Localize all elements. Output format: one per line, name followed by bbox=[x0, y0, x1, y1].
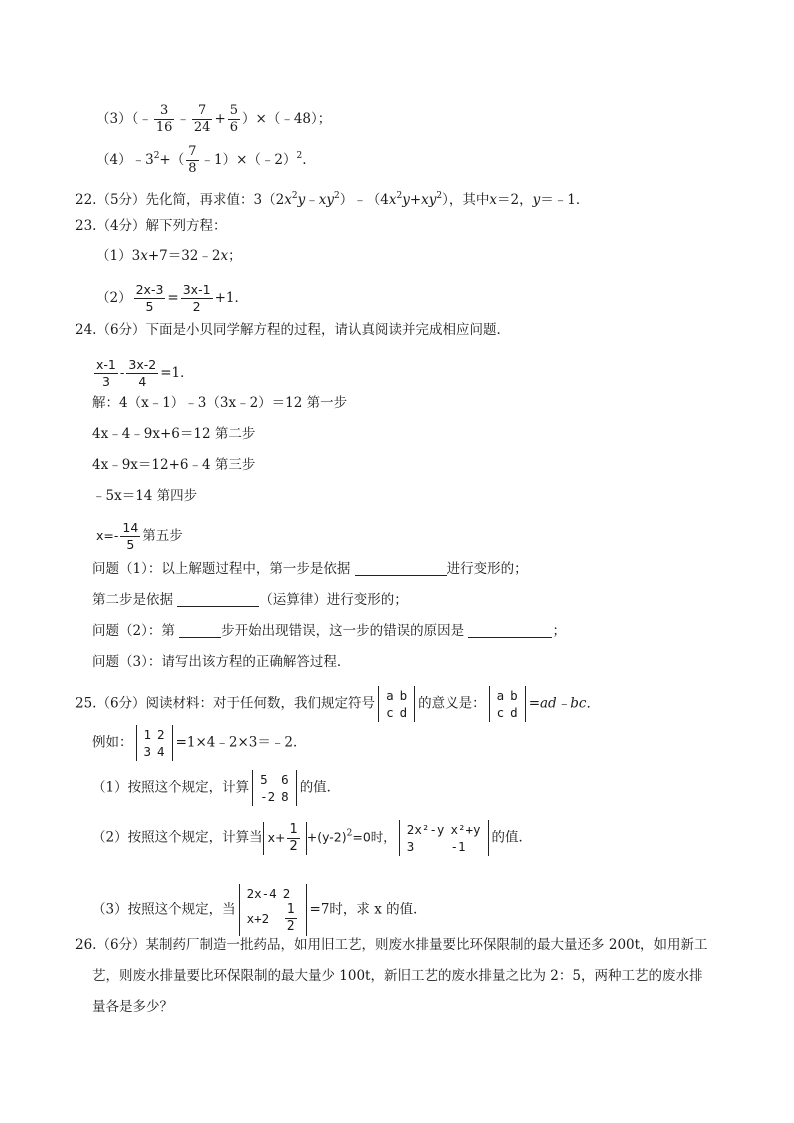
cell: 2 bbox=[157, 727, 165, 742]
numerator: 3x-2 bbox=[128, 357, 157, 372]
q26-line1: 26.（6分）某制药厂制造一批药品，如用旧工艺，则废水排量要比环保限制的最大量还多 200t，如用新工 bbox=[75, 937, 708, 953]
operator: + bbox=[409, 192, 422, 208]
operator: - bbox=[119, 365, 125, 380]
q21-p4-tail: ﹣1）×（﹣2） bbox=[200, 152, 297, 168]
q25-definition: =ad﹣bc． bbox=[528, 695, 600, 712]
cell: d bbox=[510, 705, 518, 720]
exponent: 2 bbox=[291, 191, 298, 201]
var-x: x bbox=[220, 248, 229, 264]
exponent: 2 bbox=[436, 191, 443, 201]
fraction bbox=[228, 103, 240, 136]
q22-mid: ）﹣（4 bbox=[339, 192, 389, 208]
fraction bbox=[120, 520, 140, 553]
q23-p2-label: （2） bbox=[96, 290, 132, 306]
q25-p1-post: 的值． bbox=[299, 779, 341, 796]
q24-qc-post: ； bbox=[552, 623, 566, 639]
q23-p1-mid: +7＝32﹣2 bbox=[147, 248, 221, 264]
q24-equation bbox=[92, 357, 194, 390]
cell: 3 bbox=[406, 839, 415, 854]
q22-line bbox=[75, 186, 589, 210]
cell: x+2 bbox=[246, 911, 270, 926]
denominator: 2 bbox=[286, 919, 295, 934]
cell: c bbox=[386, 705, 394, 720]
q24-step5 bbox=[96, 520, 183, 553]
var-y: y bbox=[402, 192, 410, 208]
numerator: 3x-1 bbox=[182, 282, 211, 297]
q25-p3-pre: （3）按照这个规定，当 bbox=[92, 901, 236, 918]
q25-ex-pre: 例如： bbox=[92, 734, 133, 751]
exponent: 2 bbox=[346, 828, 353, 839]
q25-p1-pre: （1）按照这个规定，计算 bbox=[92, 779, 250, 796]
var-x: x bbox=[489, 192, 497, 208]
q24-step3: 4x﹣9x＝12+6﹣4 第三步 bbox=[92, 457, 256, 473]
cell: 6 bbox=[281, 772, 289, 787]
q21-p3-label: （3）（﹣ bbox=[96, 111, 152, 127]
fraction bbox=[181, 282, 213, 315]
q24-qb-pre: 第二步是依据 bbox=[92, 592, 173, 608]
cell: 3 bbox=[143, 744, 152, 759]
denominator: 2 bbox=[289, 838, 298, 854]
numerator: x-1 bbox=[96, 357, 116, 372]
operator: ﹣ bbox=[176, 111, 190, 127]
fraction bbox=[94, 357, 118, 390]
cell: c bbox=[496, 705, 505, 720]
numerator: 7 bbox=[192, 103, 213, 120]
var-y: y bbox=[297, 192, 306, 208]
q24-step2: 4x﹣4﹣9x+6＝12 第二步 bbox=[92, 426, 256, 442]
answer-blank[interactable] bbox=[355, 561, 447, 576]
cell: 2x²-y bbox=[406, 822, 445, 837]
q23-part2 bbox=[96, 282, 248, 315]
q25-ex-tail: =1×4﹣2×3＝﹣2． bbox=[175, 734, 307, 751]
answer-blank[interactable] bbox=[179, 623, 221, 638]
var-x: x bbox=[388, 192, 397, 208]
determinant bbox=[489, 686, 526, 722]
q23-p1-tail: ； bbox=[228, 248, 242, 264]
fraction bbox=[134, 282, 166, 315]
q22-cond2: ＝﹣1． bbox=[540, 192, 590, 208]
q22-head: 22.（5分）先化简，再求值：3（2 bbox=[75, 192, 285, 208]
q22-cond1: ＝2， bbox=[497, 192, 533, 208]
absolute-value bbox=[263, 822, 307, 855]
q24-head: 24.（6分）下面是小贝同学解方程的过程，请认真阅读并完成相应问题． bbox=[75, 322, 511, 338]
operator: + bbox=[214, 111, 226, 127]
denominator: 2 bbox=[192, 299, 201, 314]
cell: -2 bbox=[260, 789, 276, 804]
var-x: x bbox=[140, 248, 148, 264]
numerator: 2x-3 bbox=[135, 282, 164, 297]
q25-part2 bbox=[92, 820, 532, 856]
determinant bbox=[239, 884, 307, 936]
numerator: 14 bbox=[122, 520, 139, 535]
abs-lead: x+ bbox=[267, 829, 286, 845]
fraction bbox=[287, 822, 299, 855]
q25-p3-post: =7时，求 x 的值． bbox=[309, 901, 427, 918]
numerator: 3 bbox=[154, 103, 175, 120]
q25-p2-pre: （2）按照这个规定，计算当 bbox=[92, 829, 263, 846]
var-x: x bbox=[284, 192, 292, 208]
q21-part3 bbox=[96, 103, 331, 136]
q24-question3: 问题（3）：请写出该方程的正确解答过程． bbox=[92, 654, 351, 670]
cell: a bbox=[386, 688, 394, 703]
q25-p2-post: 的值． bbox=[491, 829, 533, 846]
determinant bbox=[378, 686, 415, 722]
var-xy: xy bbox=[318, 192, 334, 208]
fraction bbox=[154, 103, 175, 136]
q24-qc-mid: 步开始出现错误，这一步的错误的原因是 bbox=[221, 623, 465, 639]
denominator: 8 bbox=[188, 161, 197, 176]
denominator: 6 bbox=[229, 120, 239, 135]
q24-question1 bbox=[92, 559, 528, 579]
determinant bbox=[136, 725, 173, 761]
q24-qa-pre: 问题（1）：以上解题过程中，第一步是依据 bbox=[92, 561, 351, 577]
q21-p3-tail: ）×（﹣48）； bbox=[242, 111, 332, 127]
exponent: 2 bbox=[296, 151, 303, 161]
answer-blank[interactable] bbox=[468, 623, 552, 638]
var-xy: xy bbox=[421, 192, 437, 208]
fraction bbox=[126, 357, 158, 390]
cell: 8 bbox=[281, 789, 289, 804]
q25-mid: 的意义是： bbox=[418, 695, 486, 712]
q25-part1 bbox=[92, 770, 340, 806]
cell: x²+y bbox=[450, 822, 481, 837]
cell: d bbox=[399, 705, 408, 720]
cell: 1 bbox=[143, 727, 152, 742]
q26-line2: 艺，则废水排量要比环保限制的最大量少 100t，新旧工艺的废水排量之比为 2：5，两种工艺的废水排 bbox=[92, 968, 703, 984]
q23-part1 bbox=[96, 246, 242, 266]
determinant bbox=[252, 770, 297, 806]
fraction bbox=[285, 902, 297, 935]
q24-qa-post: 进行变形的； bbox=[446, 561, 528, 577]
q24-qc-pre: 问题（2）：第 bbox=[92, 623, 175, 639]
denominator: 24 bbox=[193, 120, 211, 135]
cell bbox=[280, 902, 302, 935]
numerator: 5 bbox=[229, 103, 239, 118]
denominator: 5 bbox=[126, 537, 135, 552]
q21-p4-end: . bbox=[302, 152, 307, 168]
q25-part3 bbox=[92, 884, 427, 936]
q24-eq-tail: =1． bbox=[160, 365, 194, 381]
fraction bbox=[192, 103, 213, 136]
q24-s5-lead: x=- bbox=[96, 528, 119, 543]
q25-head bbox=[75, 686, 600, 722]
q21-p4-mid: +（ bbox=[159, 152, 185, 168]
q25-example bbox=[92, 725, 306, 761]
q24-question2 bbox=[92, 621, 566, 641]
operator: ﹣ bbox=[305, 192, 319, 208]
var-y: y bbox=[532, 192, 541, 208]
q21-p4-label: （4）﹣3 bbox=[96, 152, 154, 168]
equals: = bbox=[167, 290, 179, 306]
numerator: 1 bbox=[286, 902, 295, 917]
cell: b bbox=[510, 688, 518, 703]
q24-step1: 解：4（x﹣1）﹣3（3x﹣2）＝12 第一步 bbox=[92, 395, 348, 411]
q21-part4 bbox=[96, 144, 307, 177]
q24-step4: ﹣5x＝14 第四步 bbox=[92, 488, 198, 504]
q23-p1-label: （1）3 bbox=[96, 248, 141, 264]
cell: 4 bbox=[157, 744, 165, 759]
q22-tail: ），其中 bbox=[442, 192, 490, 208]
cell: 2 bbox=[282, 886, 291, 901]
denominator: 16 bbox=[155, 120, 173, 135]
cell: a bbox=[496, 688, 505, 703]
cell: 2x-4 bbox=[246, 886, 277, 901]
fraction bbox=[186, 144, 198, 177]
q23-head: 23.（4分）解下列方程： bbox=[75, 218, 227, 234]
numerator: 7 bbox=[188, 144, 197, 159]
q25-head-text: 25.（6分）阅读材料：对于任何数，我们规定符号 bbox=[75, 695, 376, 712]
exponent: 2 bbox=[334, 191, 340, 201]
q24-question1b bbox=[92, 590, 408, 610]
q26-line3: 量各是多少？ bbox=[92, 999, 173, 1015]
exponent: 2 bbox=[153, 151, 160, 161]
denominator: 5 bbox=[145, 299, 154, 314]
q24-s5-tail: 第五步 bbox=[142, 528, 183, 544]
cell: -1 bbox=[450, 839, 466, 854]
q23-p2-tail: +1． bbox=[214, 290, 248, 306]
denominator: 4 bbox=[138, 374, 147, 389]
q25-p2-mid2: =0时， bbox=[352, 829, 396, 845]
denominator: 3 bbox=[101, 374, 110, 389]
determinant bbox=[399, 820, 489, 856]
q25-p2-mid: +(y-2) bbox=[306, 829, 347, 845]
cell: 5 bbox=[260, 772, 268, 787]
exponent: 2 bbox=[396, 191, 403, 201]
cell: b bbox=[399, 688, 408, 703]
numerator: 1 bbox=[289, 821, 298, 837]
q24-qb-post: （运算律）进行变形的； bbox=[259, 592, 408, 608]
answer-blank[interactable] bbox=[177, 592, 259, 607]
